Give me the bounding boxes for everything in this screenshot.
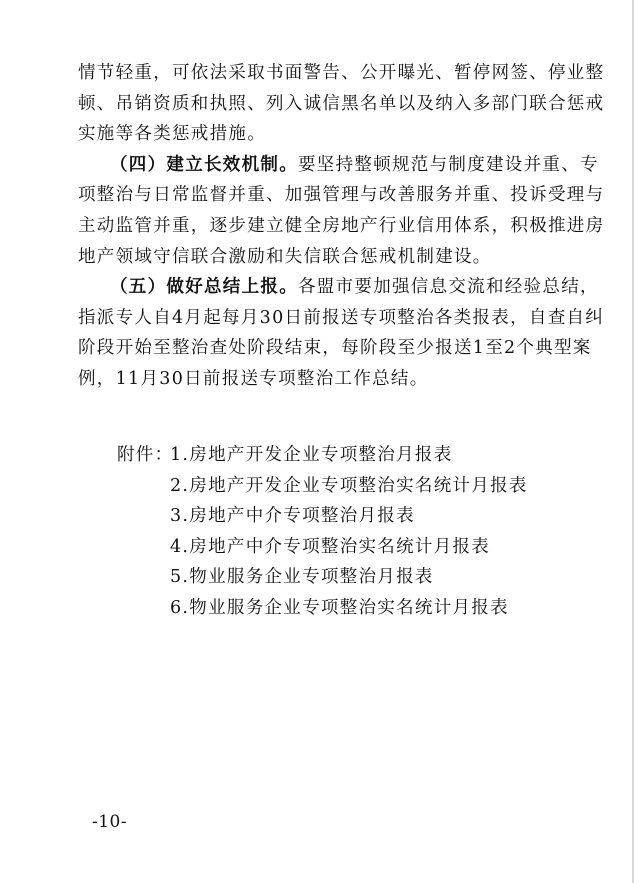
attachment-item: 6.物业服务企业专项整治实名统计月报表	[170, 597, 509, 618]
attachment-item: 3.房地产中介专项整治月报表	[170, 506, 415, 527]
attachments-label: 附件：	[117, 445, 174, 465]
text-line: 情节轻重，可依法采取书面警告、公开曝光、暂停网签、停业整	[78, 63, 605, 83]
attachment-title: 1.房地产开发企业专项整治月报表	[170, 445, 453, 465]
text-line: 地产领域守信联合激励和失信联合惩戒机制建设。	[78, 246, 492, 267]
text-span: 要坚持整顿规范与制度建设并重、专	[298, 154, 599, 175]
text-line: 实施等各类惩戒措施。	[78, 124, 266, 145]
text-span: 各盟市要加强信息交流和经验总结，	[298, 277, 599, 298]
text-line: 例，11月30日前报送专项整治工作总结。	[78, 368, 429, 389]
section-heading-5: （五）做好总结上报。	[110, 277, 298, 298]
attachment-item: 5.物业服务企业专项整治月报表	[170, 567, 434, 588]
page-number: -10-	[92, 812, 128, 832]
attachment-item: 4.房地产中介专项整治实名统计月报表	[170, 536, 491, 557]
paragraph-5-first-line	[78, 272, 599, 303]
section-heading-4: （四）建立长效机制。	[110, 154, 298, 175]
paragraph-4-first-line	[78, 150, 599, 181]
body-text	[78, 58, 605, 395]
text-line: 项整治与日常监督并重、加强管理与改善服务并重、投诉受理与	[78, 185, 605, 206]
text-line: 主动监管并重，逐步建立健全房地产行业信用体系，积极推进房	[78, 215, 605, 236]
text-line: 指派专人自4月起每月30日前报送专项整治各类报表，自查自纠	[78, 307, 605, 328]
attachments-list	[117, 440, 528, 624]
text-line: 阶段开始至整治查处阶段结束，每阶段至少报送1至2个典型案	[78, 338, 592, 359]
attachment-item: 2.房地产开发企业专项整治实名统计月报表	[170, 475, 528, 496]
attachment-item	[117, 440, 528, 471]
text-line: 顿、吊销资质和执照、列入诚信黑名单以及纳入多部门联合惩戒	[78, 93, 605, 114]
